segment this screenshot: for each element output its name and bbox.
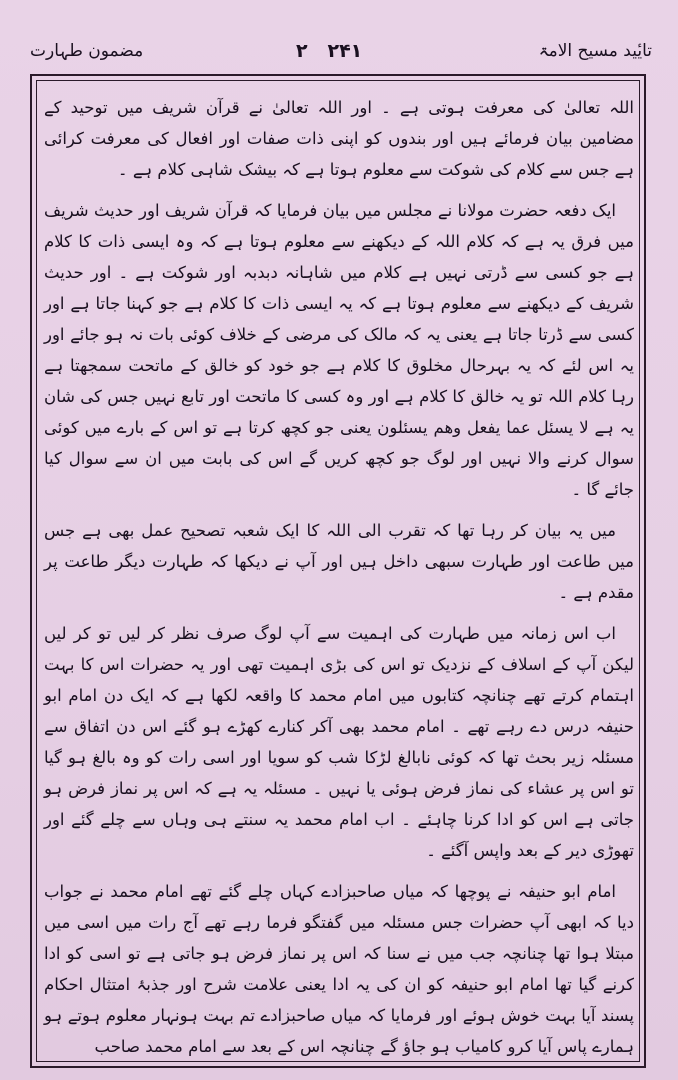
- paragraph-1: اللہ تعالیٰ کی معرفت ہوتی ہے ۔ اور اللہ تعالیٰ نے قرآن شریف میں توحید کے مضامین بیان فرمائے ہیں اور بندوں کو اپنی ذات صفات اور افعال کی معرفت کرائی ہے جس سے کلام کی شوکت سے معلوم ہوتا ہے کہ بیشک شاہی کلام ہے ۔: [44, 98, 634, 179]
- page-marker: ۲: [296, 40, 308, 62]
- paragraph-2: ایک دفعہ حضرت مولانا نے مجلس میں بیان فرمایا کہ قرآن شریف اور حدیث شریف میں فرق یہ ہے کہ کلام اللہ کے دیکھنے سے معلوم ہوتا ہے کہ وہ ایسی ذات کا کلام ہے جو کسی سے ڈرتی نہیں ہے کلام میں شاہانہ دبدبہ اور شوکت ہے ۔ اور حدیث شریف کے دیکھنے سے معلوم ہوتا ہے کہ یہ ایسی ذات کا کلام ہے جو کہنا جاتا ہے اور کسی سے ڈرتا جاتا ہے یعنی یہ کہ مالک کی مرضی کے خلاف کوئی بات نہ ہو جائے اور یہ اس لئے کہ یہ بہرحال مخلوق کا کلام ہے جو خود کو خالق کے ماتحت سمجھتا ہے رہا کلام اللہ تو یہ خالق کا کلام ہے اور وہ کسی کا ماتحت اور تابع نہیں جس کی شان یہ ہے لا یسئل عما یفعل وھم یسئلون یعنی جو کچھ کرتا ہے تو اس کے بارے میں کوئی سوال کرنے والا نہیں اور لوگ جو کچھ کریں گے اس کی بابت میں ان سے سوال کیا جائے گا ۔: [44, 201, 634, 499]
- page-header: [26, 34, 654, 70]
- page-body: [44, 92, 634, 1060]
- section-title: مضمون طہارت: [30, 41, 144, 61]
- page-number-value: ۲۴۱: [327, 40, 363, 62]
- paragraph-3: میں یہ بیان کر رہا تھا کہ تقرب الی اللہ کا ایک شعبہ تصحیح عمل بھی ہے جس میں طاعت اور طہارت سبھی داخل ہیں اور آپ نے دیکھا کہ طہارت دیگر طاعت پر مقدم ہے ۔: [44, 521, 634, 602]
- paragraph-4: اب اس زمانہ میں طہارت کی اہمیت سے آپ لوگ صرف نظر کر لیں تو کر لیں لیکن آپ کے اسلاف کے نزدیک تو اس کی بڑی اہمیت تھی اور یہ حضرات اس کا بہت اہتمام کرتے تھے چنانچہ کتابوں میں امام محمد کا واقعہ لکھا ہے کہ ایک دن امام ابو حنیفہ درس دے رہے تھے ۔ امام محمد بھی آکر کنارے کھڑے ہو گئے اس دن اتفاق سے مسئلہ زیر بحث تھا کہ کوئی نابالغ لڑکا شب کو سویا اور اسی رات کو وہ بالغ ہو گیا تو اس پر عشاء کی نماز فرض ہوئی یا نہیں ۔ مسئلہ یہ ہے کہ اس پر نماز فرض ہو جاتی ہے اس کو ادا کرنا چاہئے ۔ اب امام محمد یہ سنتے ہی وہاں سے چلے گئے اور تھوڑی دیر کے بعد واپس آگئے ۔: [44, 624, 634, 860]
- paragraph-5: امام ابو حنیفہ نے پوچھا کہ میاں صاحبزادے کہاں چلے گئے تھے امام محمد نے جواب دیا کہ ابھی آپ حضرات جس مسئلہ میں گفتگو فرما رہے تھے آج رات میں اسی میں مبتلا ہوا تھا چنانچہ جب میں نے سنا کہ اس پر نماز فرض ہو جاتی ہے تو اسی کو ادا کرنے گیا تھا امام ابو حنیفہ کو ان کی یہ ادا یعنی علامت شرح اور جذبۂ امتثال احکام پسند آیا بہت خوش ہوئے اور فرمایا کہ میاں صاحبزادے تم بہت ہونہار معلوم ہوتے ہو ہمارے پاس آیا کرو کامیاب ہو جاؤ گے چنانچہ اس کے بعد سے امام محمد صاحب: [44, 882, 634, 1056]
- book-title: تایٔید مسیح الامۃ: [538, 41, 652, 61]
- page-number: [296, 40, 362, 62]
